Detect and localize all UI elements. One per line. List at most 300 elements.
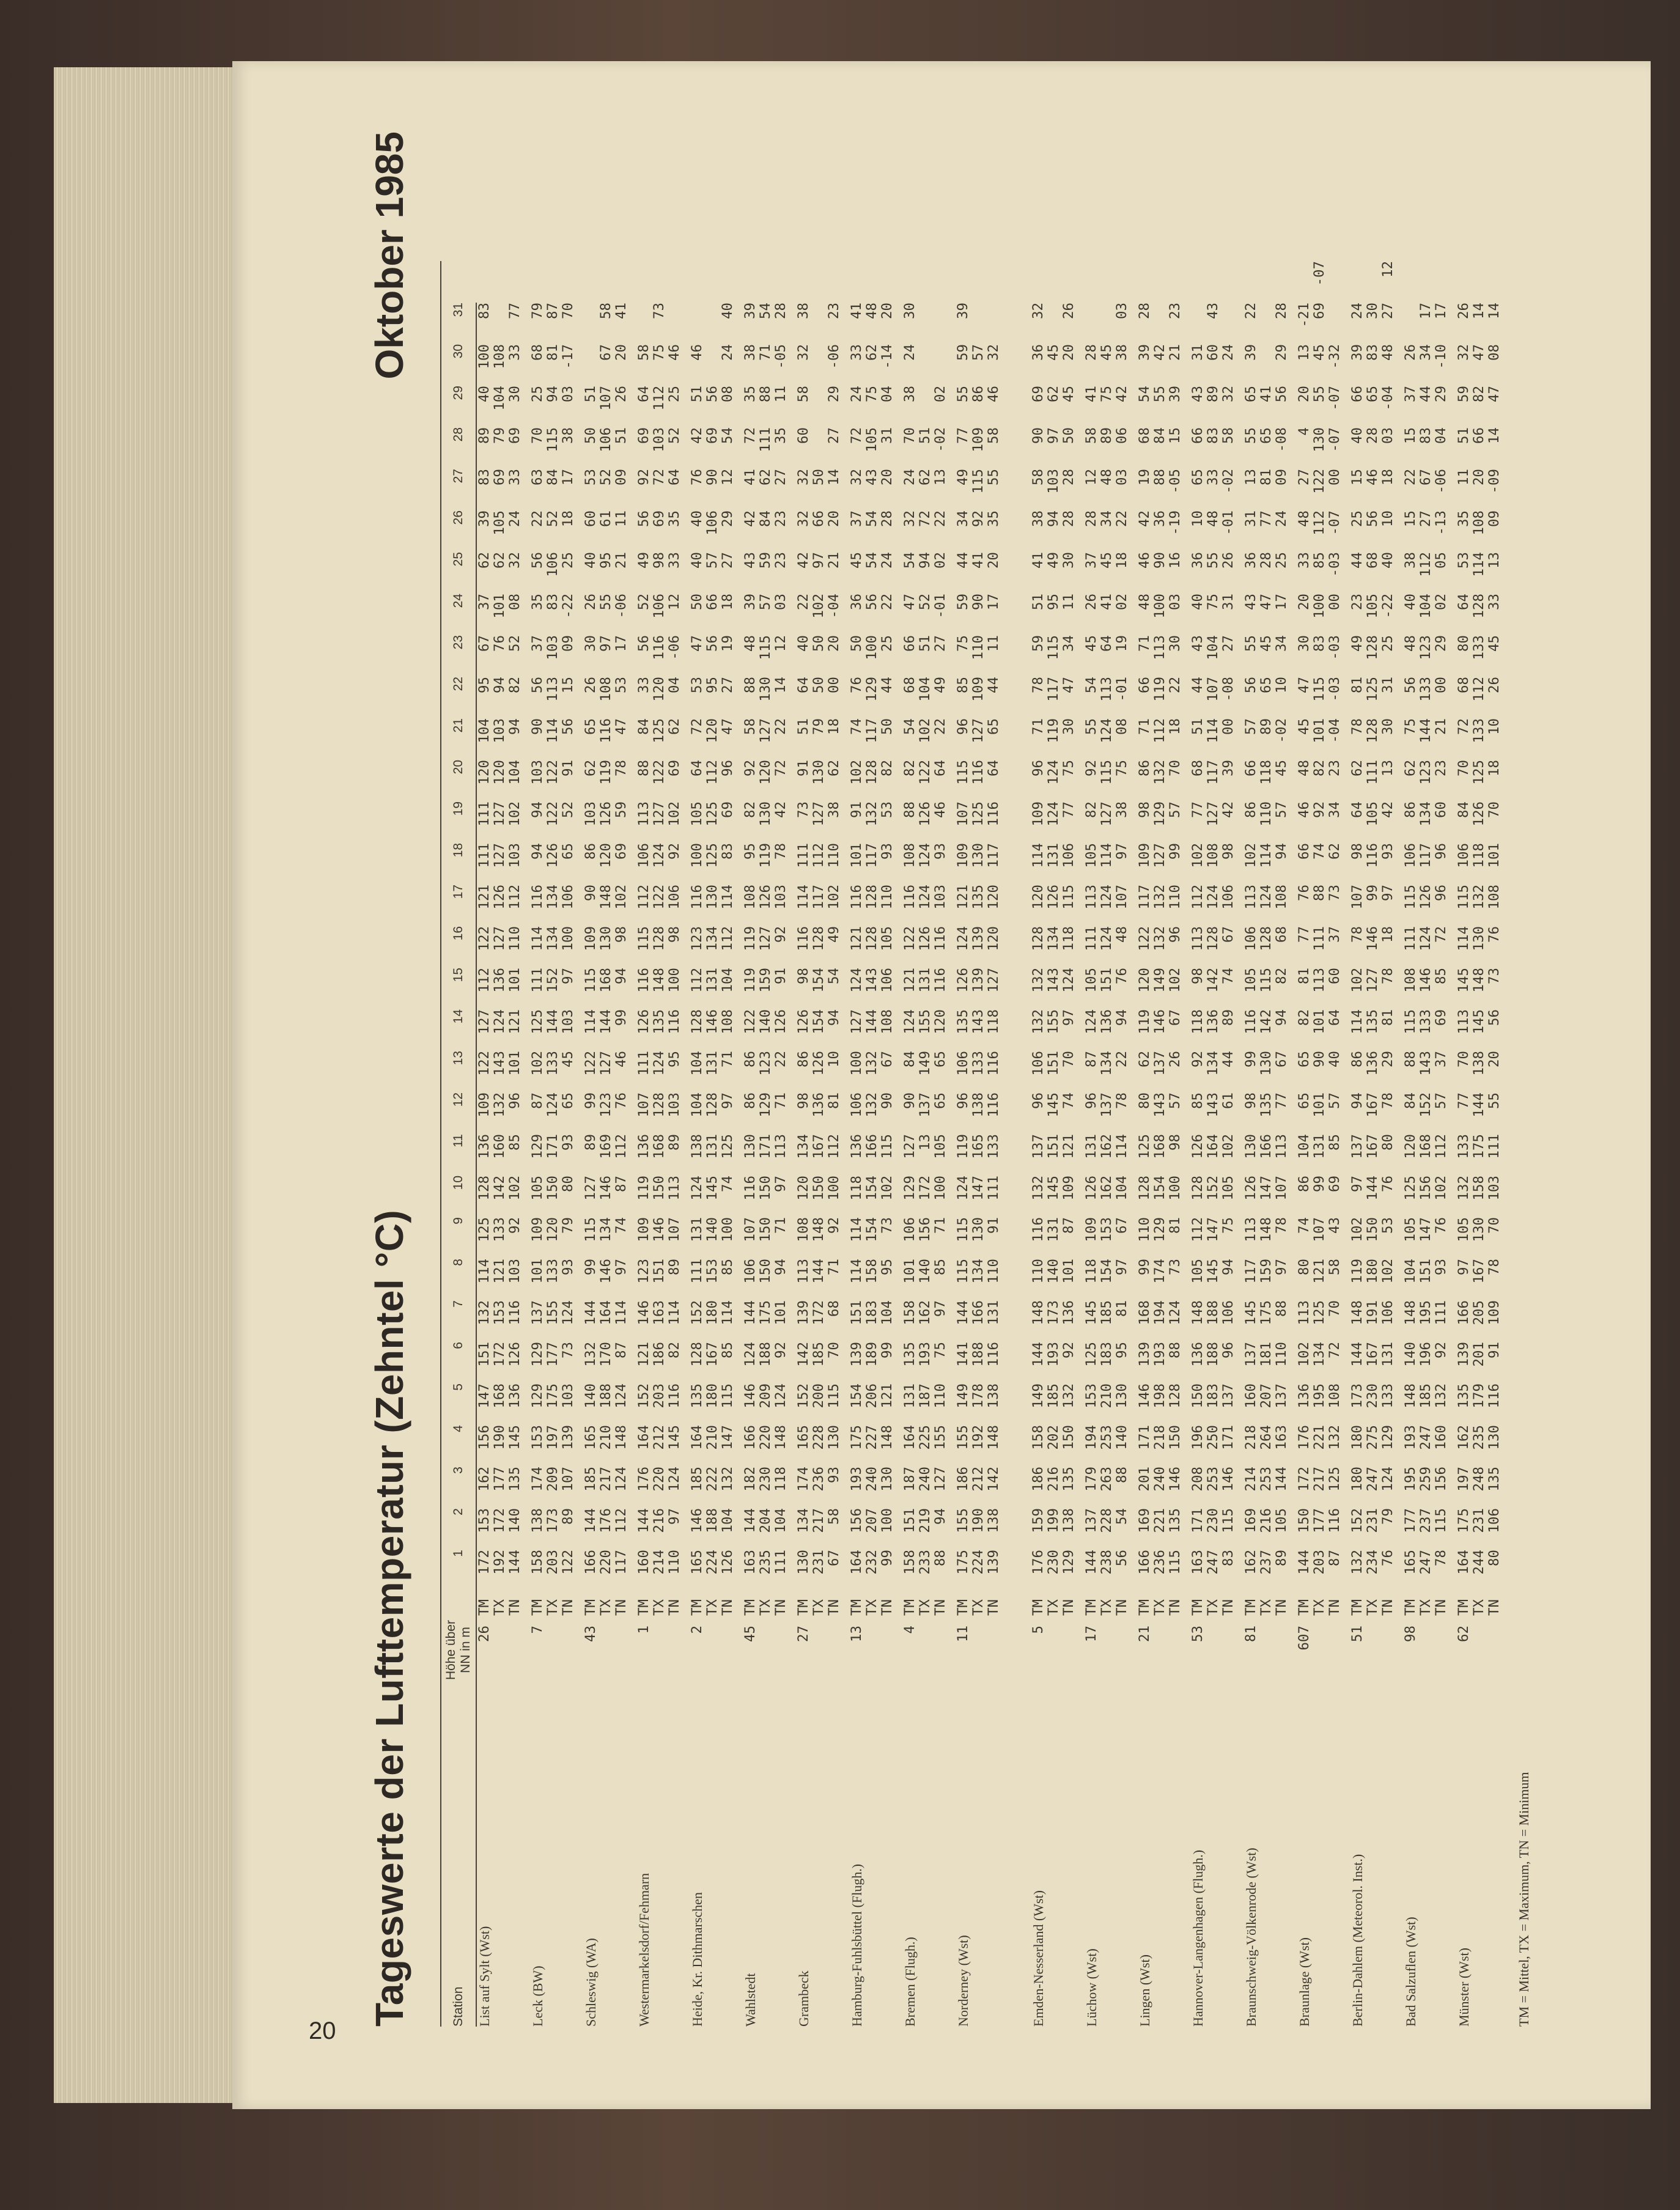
temperature-value: 113 [1152,635,1168,660]
temperature-value: 68 [1273,926,1289,943]
temperature-value: 193 [849,1467,864,1492]
station-height [1487,1619,1502,1681]
temperature-value: 196 [1190,1425,1206,1450]
temperature-value: 116 [529,885,545,910]
temperature-value: 122 [476,926,492,951]
temperature-value: 263 [1099,1467,1114,1492]
temperature-value: 94 [826,1009,842,1026]
temperature-value: 99 [583,1092,599,1109]
temperature-value: 46 [1296,801,1312,818]
temperature-value: 192 [492,1550,507,1575]
temperature-value: 57 [757,594,773,610]
temperature-value: 35 [529,594,545,610]
temperature-value: 92 [1083,760,1099,776]
station-height: 13 [849,1626,864,1642]
temperature-value: 86 [1243,801,1259,818]
day-header: 25 [441,552,476,594]
temperature-value: 20 [826,510,842,527]
station-height [667,1619,682,1681]
temperature-value: 148 [1190,1300,1206,1325]
temperature-value: 33 [507,344,523,361]
temperature-value: 25 [1349,510,1365,527]
temperature-value: 46 [1137,552,1152,569]
temperature-value: 69 [704,427,720,444]
temperature-value: 102 [826,885,842,910]
temperature-value: -04 [826,594,842,619]
table-row [720,261,735,2027]
temperature-value: 201 [1471,1342,1487,1367]
temperature-value: 03 [1380,427,1396,444]
temperature-value: 152 [545,968,561,993]
temperature-value: 100 [666,968,682,993]
temperature-value: 125 [970,801,986,827]
temperature-value: 188 [1205,1300,1221,1325]
temperature-value: 43 [864,469,880,485]
temperature-value: 106 [651,594,667,619]
temperature-value: 101 [773,1300,789,1325]
temperature-value: 135 [1167,1508,1183,1533]
temperature-value: 20 [986,552,1001,569]
temperature-value: 111 [795,843,811,868]
temperature-value: 48 [1099,469,1114,485]
temperature-value: 97 [1114,1259,1130,1275]
temperature-value: 196 [1418,1342,1434,1367]
station-name [1168,1681,1183,2027]
station-height [720,1619,735,1681]
temperature-value: 10 [1380,510,1396,527]
table-row [743,261,758,2027]
temperature-value: 111 [1311,926,1327,951]
day-header: 26 [441,510,476,552]
temperature-value: 84 [1402,1092,1418,1109]
temperature-value: 58 [795,386,811,402]
temperature-value: 33 [666,552,682,569]
temperature-value: 98 [1220,843,1236,860]
table-row [864,261,880,2027]
station-name: List auf Sylt (Wst) [477,1926,492,2027]
temperature-value: 90 [1311,1051,1327,1067]
temperature-value: 190 [492,1425,507,1450]
station-height [811,1619,827,1681]
temperature-value: 63 [529,469,545,485]
temperature-value: 120 [492,760,507,785]
station-height [561,1619,576,1681]
temperature-value: 95 [666,1051,682,1067]
temperature-value: 60 [1205,344,1221,361]
temperature-value: 106 [598,427,614,452]
temperature-value: 155 [932,1425,948,1450]
temperature-value: 185 [811,1342,827,1367]
temperature-value: 102 [1349,1217,1365,1242]
table-row [880,261,895,2027]
temperature-value: 165 [795,1425,811,1450]
temperature-value: 102 [1167,968,1183,993]
temperature-value: 165 [1402,1550,1418,1575]
temperature-value: 110 [1273,1342,1289,1367]
temperature-value: 152 [1205,1176,1221,1201]
temperature-value: 56 [1243,677,1259,693]
temperature-value: 83 [1418,427,1434,444]
temperature-value: 19 [1114,635,1130,652]
temperature-value: 137 [529,1300,545,1325]
temperature-value: 70 [902,427,918,444]
table-row [849,261,864,2027]
temperature-value: 113 [773,1134,789,1159]
temperature-value: 124 [613,1383,629,1409]
temperature-value: 78 [1349,926,1365,943]
temperature-value: 125 [704,843,720,868]
temperature-value: 71 [1137,718,1152,735]
temperature-value: 73 [1167,1259,1183,1275]
temperature-value: 64 [932,760,948,776]
temperature-value: 74 [849,718,864,735]
temperature-value: 92 [1311,801,1327,818]
temperature-value: 55 [955,386,971,402]
station-height [1380,1619,1396,1681]
temperature-value: 18 [560,510,576,527]
temperature-value: 60 [795,427,811,444]
temperature-value: 171 [1190,1508,1206,1533]
temperature-value: 27 [773,469,789,485]
temperature-value: 148 [1402,1383,1418,1409]
temperature-value: 130 [1471,1217,1487,1242]
temperature-value: 72 [742,427,758,444]
temperature-value: 18 [1114,552,1130,569]
temperature-value: 94 [773,1259,789,1275]
temperature-value: 128 [476,1176,492,1201]
temperature-value: 236 [811,1467,827,1492]
temperature-value: 126 [917,926,933,951]
temperature-value: 46 [1365,469,1380,485]
table-row [652,261,667,2027]
station-height: 7 [529,1626,545,1634]
temperature-value: 132 [1471,885,1487,910]
row-spacer [1001,261,1031,2027]
temperature-value: 56 [1365,510,1380,527]
station-name: Schleswig (WA) [583,1938,599,2027]
temperature-value: 46 [932,801,948,818]
temperature-value: -04 [1380,386,1396,411]
temperature-value: 131 [689,1217,705,1242]
temperature-value: 205 [1471,1300,1487,1325]
temperature-value: 42 [1152,344,1168,361]
temperature-value: 45 [1099,344,1114,361]
temperature-value: 50 [811,635,827,652]
temperature-value: 164 [1205,1134,1221,1159]
temperature-value: 92 [1061,1342,1077,1358]
temperature-value: 75 [955,635,971,652]
temperature-value: 144 [1083,1550,1099,1575]
temperature-value: 115 [583,1217,599,1242]
temperature-value: -03 [1327,552,1343,577]
temperature-value: 126 [1471,801,1487,827]
temperature-value: 60 [583,510,599,527]
temperature-value: 89 [583,1134,599,1151]
temperature-value: 48 [1380,344,1396,361]
temperature-value: 94 [1114,1009,1130,1026]
temperature-value: 173 [545,1508,561,1533]
temperature-value: 129 [529,1383,545,1409]
temperature-value: 86 [795,1051,811,1067]
station-name: Hamburg-Fuhlsbüttel (Flugh.) [849,1863,864,2027]
temperature-value: 153 [1083,1383,1099,1409]
temperature-value: 105 [864,427,880,452]
temperature-value: 99 [879,1342,895,1358]
temperature-value: 144 [545,1009,561,1034]
temperature-value: 38 [795,303,811,319]
temperature-value: 98 [1167,1134,1183,1151]
temperature-value: 66 [704,594,720,610]
temperature-value: 128 [1137,1176,1152,1201]
temperature-value: 164 [849,1550,864,1575]
temperature-value: 244 [1471,1550,1487,1575]
temperature-value: 52 [545,510,561,527]
table-row [773,261,789,2027]
temperature-value: 124 [1045,801,1061,827]
station-height: 1 [636,1626,652,1634]
temperature-value: -17 [560,344,576,369]
day-header: 2 [441,1508,476,1550]
temperature-value: 87 [613,1176,629,1192]
temperature-value: 150 [811,1176,827,1201]
temperature-value: 59 [1030,635,1046,652]
temperature-value: 236 [1152,1550,1168,1575]
temperature-value: 123 [636,1259,652,1284]
temperature-value: 227 [864,1425,880,1450]
temperature-value: 73 [795,801,811,818]
temperature-value: 121 [1061,1134,1077,1159]
temperature-value: 116 [970,760,986,785]
temperature-value: 98 [651,552,667,569]
temperature-value: 107 [666,1217,682,1242]
temperature-value: 146 [1220,1467,1236,1492]
temperature-value: 126 [757,885,773,910]
temperature-value: 134 [1045,926,1061,951]
station-name [1434,1681,1449,2027]
temperature-value: 163 [1190,1550,1206,1575]
temperature-value: 65 [560,1092,576,1109]
temperature-value: 65 [1296,1092,1312,1109]
temperature-value: 54 [720,427,735,444]
temperature-value: 156 [476,1425,492,1450]
temperature-value: 97 [1380,885,1396,901]
temperature-value: 42 [689,427,705,444]
temperature-value: 112 [613,1134,629,1159]
temperature-value: 71 [1030,718,1046,735]
temperature-value: 42 [795,552,811,569]
temperature-value: 38 [560,427,576,444]
table-row [758,261,773,2027]
temperature-value: 130 [970,843,986,868]
temperature-value: 115 [1258,968,1274,993]
temperature-value: 95 [476,677,492,693]
temperature-value: 30 [1061,552,1077,569]
temperature-value: 65 [1365,386,1380,402]
temperature-value: 18 [1380,926,1396,943]
temperature-value: 109 [1083,1217,1099,1242]
temperature-value: 113 [1190,926,1206,951]
table-row [1190,261,1206,2027]
temperature-value: 104 [773,1508,789,1533]
temperature-value: 71 [757,344,773,361]
temperature-value: 101 [902,1259,918,1284]
temperature-value: 117 [864,718,880,743]
temperature-value: 106 [560,885,576,910]
temperature-value: 62 [476,552,492,569]
temperature-value: 116 [986,801,1001,827]
table-row [986,261,1001,2027]
temperature-value: 58 [1327,1259,1343,1275]
temperature-value: 86 [970,386,986,402]
temperature-value: 130 [742,1134,758,1159]
temperature-value: 76 [1486,926,1502,943]
temperature-value: 120 [651,677,667,702]
temperature-value: 131 [704,1134,720,1159]
temperature-value: 118 [1471,843,1487,868]
temperature-value: 51 [1456,427,1472,444]
temperature-value: 62 [1327,843,1343,860]
table-row [492,261,507,2027]
temperature-value: 71 [826,1259,842,1275]
temperature-value: 36 [849,594,864,610]
temperature-value: 97 [720,1092,735,1109]
temperature-value: 96 [720,760,735,776]
temperature-value: 107 [742,1217,758,1242]
temperature-value: 120 [545,1217,561,1242]
temperature-value: 82 [902,760,918,776]
temperature-value: 149 [1030,1383,1046,1409]
temperature-value: 88 [1273,1300,1289,1317]
temperature-value: 132 [1433,1383,1449,1409]
temperature-value: 148 [651,968,667,993]
station-height [599,1619,614,1681]
temperature-value: 82 [666,1342,682,1358]
temperature-value: 94 [1220,1259,1236,1275]
station-height: 5 [1030,1626,1046,1634]
measure-code: TN [1114,1599,1130,1616]
temperature-value: 126 [492,885,507,910]
temperature-value: 120 [795,1176,811,1201]
temperature-value: 28 [773,303,789,319]
temperature-value: 106 [636,843,652,868]
temperature-value: 90 [1030,427,1046,444]
temperature-value: 127 [986,968,1001,993]
temperature-value: 111 [476,843,492,868]
table-row [1403,261,1418,2027]
measure-code: TX [1152,1599,1168,1616]
temperature-value: 93 [932,843,948,860]
temperature-value: 85 [720,1259,735,1275]
temperature-value: 96 [1030,1092,1046,1109]
temperature-value: 124 [613,1467,629,1492]
temperature-value: 124 [849,968,864,993]
temperature-value: 119 [742,968,758,993]
table-row [705,261,720,2027]
temperature-value: 180 [704,1383,720,1409]
temperature-value: 69 [492,469,507,485]
temperature-value: 87 [529,1092,545,1109]
temperature-value: 28 [1365,427,1380,444]
temperature-value: 31 [1380,677,1396,693]
temperature-value: -06 [1433,469,1449,494]
temperature-value: 89 [1258,718,1274,735]
temperature-value: 162 [917,1300,933,1325]
temperature-value: 138 [689,1134,705,1159]
temperature-value: 116 [1486,1383,1502,1409]
temperature-value: 158 [864,1259,880,1284]
temperature-value: 09 [1486,510,1502,527]
temperature-value: 143 [970,1009,986,1034]
temperature-value: 105 [1402,1217,1418,1242]
temperature-value: 40 [1349,427,1365,444]
station-height [758,1619,773,1681]
temperature-value: 160 [492,1134,507,1159]
temperature-value: 53 [879,801,895,818]
temperature-value: 152 [636,1383,652,1409]
temperature-value: 144 [1471,1092,1487,1118]
temperature-value: 59 [955,594,971,610]
temperature-value: 110 [932,1383,948,1409]
day-header: 27 [441,469,476,510]
temperature-value: 107 [636,1092,652,1118]
temperature-value: 132 [1152,760,1168,785]
temperature-value: 133 [545,1259,561,1284]
temperature-value: 54 [864,552,880,569]
temperature-value: 64 [1456,594,1472,610]
temperature-value: 127 [757,718,773,743]
temperature-value: 160 [1433,1425,1449,1450]
temperature-value: 130 [1258,1051,1274,1076]
temperature-value: 64 [1349,801,1365,818]
temperature-value: 124 [651,1051,667,1076]
temperature-value: 117 [1137,885,1152,910]
station-height: 51 [1349,1626,1365,1642]
temperature-value: 70 [1456,1051,1472,1067]
temperature-value: 83 [476,469,492,485]
temperature-value: 89 [560,1508,576,1525]
temperature-value: 128 [1365,635,1380,660]
temperature-value: 169 [598,1134,614,1159]
temperature-value: 126 [720,1550,735,1575]
temperature-value: 102 [1243,843,1259,868]
temperature-value: 77 [955,427,971,444]
temperature-value: 234 [1365,1550,1380,1575]
temperature-value: 103 [507,843,523,868]
temperature-value: 105 [1273,1508,1289,1533]
temperature-value: 22 [795,594,811,610]
temperature-value: 108 [1402,968,1418,993]
temperature-value: 183 [1205,1383,1221,1409]
temperature-value: 199 [1045,1508,1061,1533]
temperature-value: 08 [507,594,523,610]
table-row [1297,261,1312,2027]
temperature-value: 79 [560,1217,576,1234]
temperature-value: 24 [849,386,864,402]
temperature-value: 148 [1030,1300,1046,1325]
temperature-value: 191 [1365,1300,1380,1325]
station-height [545,1619,561,1681]
temperature-value: 153 [476,1508,492,1533]
measure-code: TM [1296,1599,1312,1616]
temperature-value: 93 [1433,1259,1449,1275]
temperature-value: 125 [476,1217,492,1242]
temperature-value: 133 [970,1051,986,1076]
table-row [933,261,948,2027]
temperature-value: 101 [507,968,523,993]
temperature-value: 21 [826,552,842,569]
temperature-value: 155 [955,1425,971,1450]
table-row [545,261,561,2027]
